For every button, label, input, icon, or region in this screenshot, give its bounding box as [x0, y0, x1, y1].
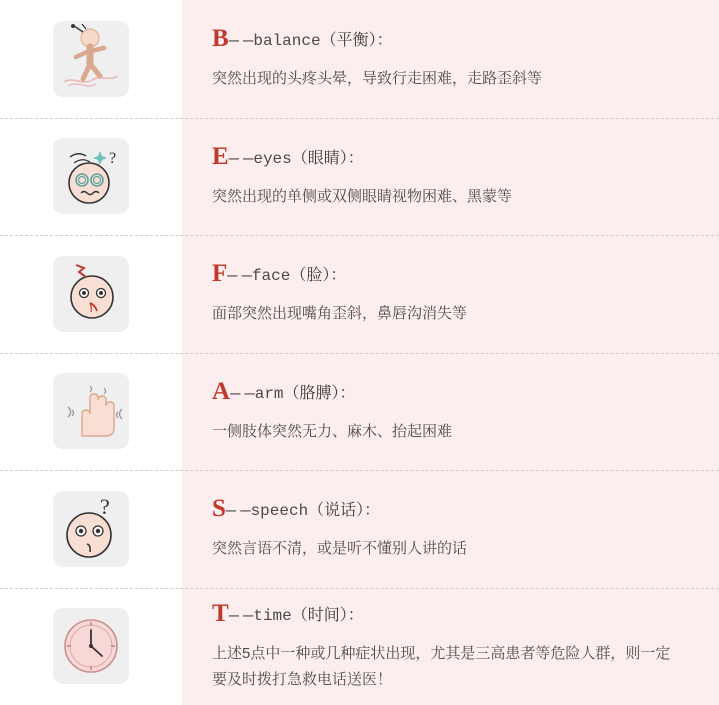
chinese-term: （脸）： [290, 267, 347, 285]
dash-right: — [243, 606, 254, 626]
icon-cell [0, 491, 182, 567]
english-term: balance [253, 32, 321, 51]
list-item [0, 588, 719, 705]
chinese-term: （平衡）： [320, 32, 393, 50]
crooked-mouth-face-icon [53, 256, 129, 332]
letter-badge: A [212, 377, 231, 405]
text-cell [182, 600, 719, 694]
english-term: arm [254, 384, 284, 403]
dash-left: — [228, 149, 239, 169]
english-term: eyes [253, 149, 292, 168]
text-cell [182, 260, 719, 327]
row-description: 上述5点中一种或几种症状出现，尤其是三高患者等危险人群，则一定要及时拨打急救电话送医！ [212, 644, 671, 688]
svg-text:?: ? [109, 150, 117, 168]
row-heading [212, 25, 691, 53]
text-cell [182, 143, 719, 210]
dash-left: — [228, 32, 239, 52]
dash-right: — [243, 32, 254, 52]
row-divider [0, 118, 719, 119]
dash-right: — [240, 502, 251, 522]
row-heading [212, 260, 691, 288]
text-cell [182, 25, 719, 92]
chinese-term: （说话）： [308, 502, 381, 520]
chinese-term: （时间）： [291, 606, 364, 624]
svg-text:?: ? [100, 493, 110, 519]
dizzy-eyes-face-icon [53, 138, 129, 214]
clock-icon [53, 608, 129, 684]
trembling-hand-icon [53, 373, 129, 449]
row-description: 一侧肢体突然无力、麻木、抬起困难 [212, 422, 453, 440]
list-item [0, 0, 719, 118]
list-item [0, 353, 719, 471]
text-cell [182, 495, 719, 562]
row-divider [0, 353, 719, 354]
letter-badge: T [212, 599, 229, 627]
row-description: 突然出现的单侧或双侧眼睛视物困难、黑蒙等 [212, 187, 513, 205]
row-heading [212, 495, 691, 523]
row-divider [0, 470, 719, 471]
chinese-term: （眼睛）： [291, 149, 364, 167]
icon-cell [0, 608, 182, 684]
confused-face-icon [53, 491, 129, 567]
row-heading [212, 378, 691, 406]
dash-left: — [228, 606, 239, 626]
chinese-term: （胳膊）： [283, 384, 356, 402]
icon-cell [0, 21, 182, 97]
row-heading [212, 600, 691, 628]
row-heading [212, 143, 691, 171]
letter-badge: F [212, 260, 228, 288]
dash-left: — [227, 267, 238, 287]
row-divider [0, 235, 719, 236]
dash-left: — [230, 384, 241, 404]
dash-right: — [241, 267, 252, 287]
letter-badge: S [212, 495, 226, 523]
letter-badge: E [212, 142, 229, 170]
dash-right: — [243, 149, 254, 169]
icon-cell [0, 138, 182, 214]
english-term: time [253, 606, 292, 625]
english-term: face [251, 267, 291, 286]
dash-left: — [225, 502, 237, 522]
row-description: 突然言语不清，或是听不懂别人讲的话 [212, 540, 468, 558]
row-description: 面部突然出现嘴角歪斜，鼻唇沟消失等 [212, 305, 468, 323]
icon-cell [0, 256, 182, 332]
english-term: speech [250, 502, 309, 521]
text-cell [182, 378, 719, 445]
list-item [0, 235, 719, 353]
list-item [0, 470, 719, 588]
walking-person-icon [53, 21, 129, 97]
row-description: 突然出现的头疼头晕，导致行走困难，走路歪斜等 [212, 70, 543, 88]
row-divider [0, 588, 719, 589]
letter-badge: B [212, 25, 229, 53]
dash-right: — [244, 384, 255, 404]
icon-cell [0, 373, 182, 449]
list-item [0, 118, 719, 236]
